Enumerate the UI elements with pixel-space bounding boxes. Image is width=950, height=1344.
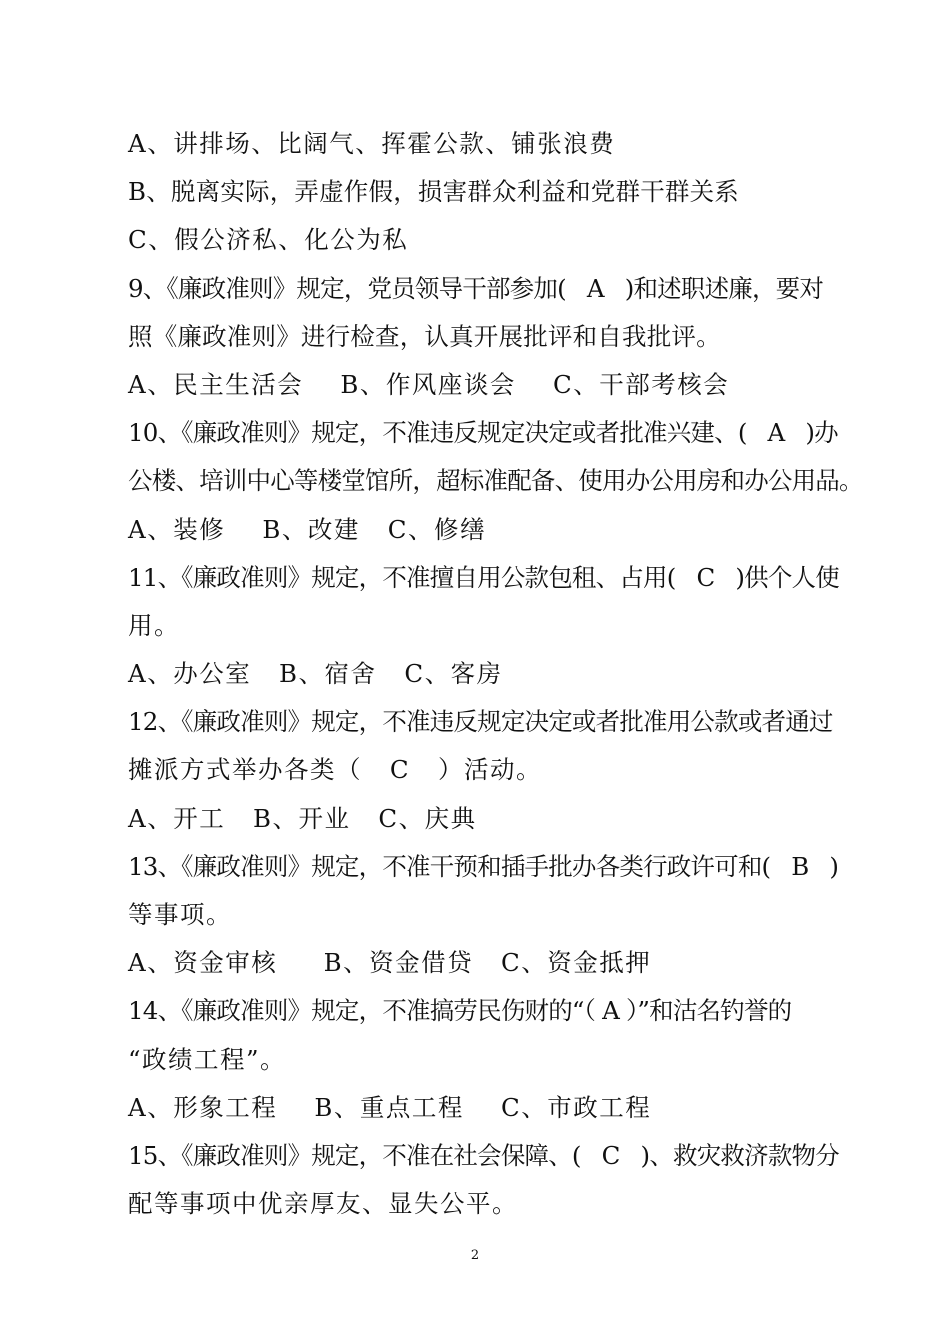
question-line: 12、《廉政准则》规定，不准违反规定决定或者批准用公款或者通过	[128, 707, 833, 737]
question-line: 13、《廉政准则》规定，不准干预和插手批办各类行政许可和( B )	[128, 851, 839, 881]
question-line: 15、《廉政准则》规定，不准在社会保障、( C )、救灾救济款物分	[128, 1140, 839, 1170]
text-line: 照《廉政准则》进行检查，认真开展批评和自我批评。	[128, 321, 721, 351]
options-line: A、民主生活会 B、作风座谈会 C、干部考核会	[128, 369, 730, 399]
text-line: 公楼、培训中心等楼堂馆所，超标准配备、使用办公用房和办公用品。	[128, 466, 863, 496]
question-line: 10、《廉政准则》规定，不准违反规定决定或者批准兴建、( A )办	[128, 418, 838, 448]
page-content	[128, 120, 868, 1228]
page-number: 2	[470, 1248, 480, 1263]
text-line: C、假公济私、化公为私	[128, 225, 409, 255]
options-line: A、办公室 B、宿舍 C、客房	[128, 659, 503, 689]
text-line: 摊派方式举办各类（ C ）活动。	[128, 755, 542, 785]
text-line: 配等事项中优亲厚友、显失公平。	[128, 1189, 518, 1219]
text-line: B、脱离实际，弄虚作假，损害群众利益和党群干群关系	[128, 177, 740, 207]
text-line: “政绩工程”。	[128, 1044, 287, 1074]
text-line: 用。	[128, 610, 180, 640]
question-line: 14、《廉政准则》规定，不准搞劳民伤财的“（ A ）”和沽名钓誉的	[128, 996, 792, 1026]
options-line: A、装修 B、改建 C、修缮	[128, 514, 486, 544]
text-line: A、讲排场、比阔气、挥霍公款、铺张浪费	[128, 129, 616, 158]
question-line: 9、《廉政准则》规定，党员领导干部参加( A )和述职述廉，要对	[128, 273, 824, 303]
text-line: 等事项。	[128, 900, 232, 929]
options-line: A、资金审核 B、资金借贷 C、资金抵押	[128, 948, 652, 978]
options-line: A、形象工程 B、重点工程 C、市政工程	[128, 1092, 652, 1122]
options-line: A、开工 B、开业 C、庆典	[128, 803, 477, 833]
question-line: 11、《廉政准则》规定，不准擅自用公款包租、占用( C )供个人使	[128, 562, 839, 592]
